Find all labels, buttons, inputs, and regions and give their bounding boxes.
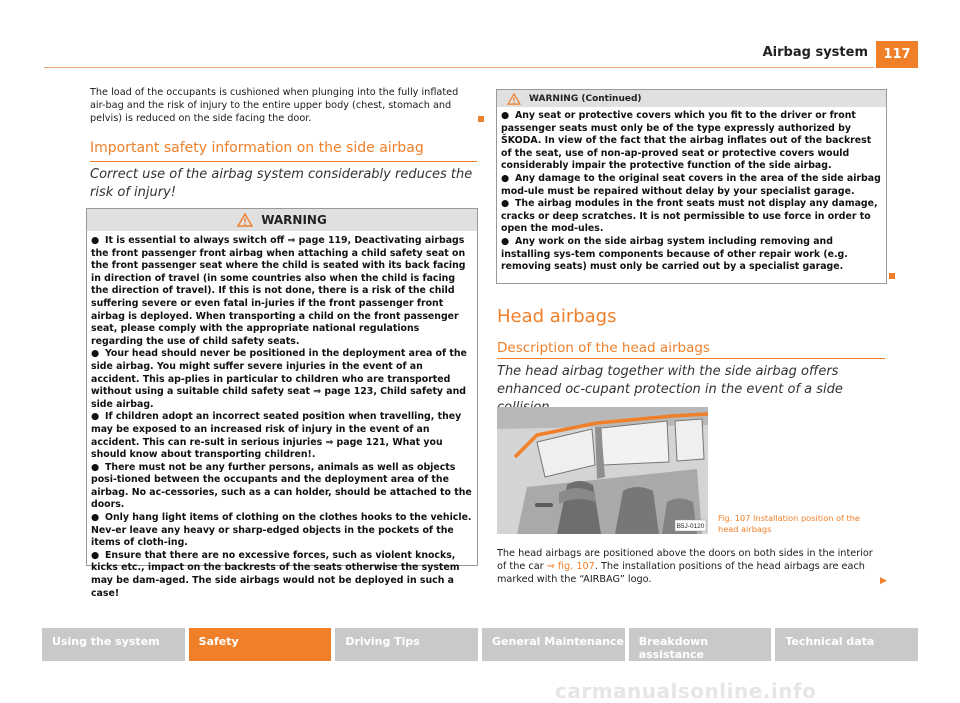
- bullet-icon: ●: [91, 411, 100, 423]
- head-airbags-title: Head airbags: [497, 306, 617, 327]
- bullet-icon: ●: [501, 172, 510, 184]
- warning-item: ● It is essential to always switch off ⇒ page 119, Deactivating airbags the front passenger front airbag when attaching a child safety seat on the front passenger seat where the child is seated with its back facing in direction of travel (in some countries also when the child is facing the direction of travel). If this is not done, there is a risk of the child suffering severe or even fatal in-juries if the front passenger front airbag is deployed. When transporting a child on the front passenger seat, please comply with the appropriate national regulations regarding the use of child safety seats.: [91, 235, 466, 347]
- chapter-tabs: [42, 628, 918, 661]
- bullet-icon: ●: [91, 549, 100, 561]
- bullet-icon: ●: [501, 235, 510, 247]
- head-airbags-lead: The head airbag together with the side airbag offers enhanced oc-cupant protection in the event of a side: [497, 364, 843, 397]
- figure-caption: Fig. 107 Installation position of the head airbags: [718, 513, 860, 534]
- header-divider: [44, 67, 874, 68]
- intro-paragraph: [90, 86, 474, 125]
- warning-item: ● If children adopt an incorrect seated position when travelling, they may be exposed to an increased risk of injury in the event of an accident. This can re-sult in serious injuries ⇒ page 121, What you should know about transporting children!.: [91, 411, 462, 461]
- warning-item: ● The airbag modules in the front seats must not display any damage, cracks or deep scratches. It is not permissible to use force in order to open the mod-ules.: [501, 198, 878, 235]
- section-end-marker: [478, 116, 484, 122]
- tab-technical-data[interactable]: Technical data: [775, 628, 918, 661]
- page-number: 117: [876, 41, 918, 68]
- tab-driving-tips[interactable]: Driving Tips: [335, 628, 478, 661]
- side-airbag-lead: Correct use of the airbag system considerably reduces the risk of injury!: [90, 167, 473, 200]
- bullet-icon: ●: [91, 348, 100, 360]
- warning-box: [86, 208, 478, 599]
- intro-text: The load of the occupants is cushioned when plunging into the fully inflated air-bag and the risk of injury to the entire upper body (chest, stomach and pelvis) is reduced on the side facing the door.: [90, 87, 459, 124]
- tab-breakdown-assistance[interactable]: Breakdown assistance: [629, 628, 772, 661]
- continue-arrow-icon: ▶: [880, 576, 887, 586]
- bullet-icon: ●: [501, 110, 510, 121]
- warning-continued-title: WARNING (Continued): [529, 93, 642, 104]
- figure-head-airbags-image: [497, 407, 708, 534]
- tab-using-the-system[interactable]: Using the system: [42, 628, 185, 661]
- warning-item: ● Any seat or protective covers which you fit to the driver or front passenger seats must only be of the type expressly authorized by ŠKODA. In view of the fact that the airbag inflates out of the backrest of the seat, use of non-ap-proved seat or protective covers would considerably impair the protective function of the side airbag.: [501, 110, 872, 172]
- warning-item: ● Any damage to the original seat covers in the area of the side airbag mod-ule must be repaired without delay by your specialist garage.: [501, 172, 881, 197]
- bullet-icon: ●: [91, 512, 100, 524]
- warning-title: WARNING: [261, 213, 327, 227]
- bullet-icon: ●: [501, 198, 510, 210]
- warning-body: [87, 231, 477, 604]
- warning-continued-body: [497, 107, 886, 278]
- car-interior-illustration: [497, 407, 708, 534]
- bullet-icon: ●: [91, 235, 100, 246]
- figure-code: B5J-0120: [676, 523, 705, 530]
- head-airbags-subheading: Description of the head airbags: [497, 340, 885, 359]
- watermark: carmanualsonline.info: [555, 679, 817, 703]
- tab-general-maintenance[interactable]: General Maintenance: [482, 628, 625, 661]
- warning-item: ● Only hang light items of clothing on the clothes hooks to the vehicle. Nev-er leave any heavy or sharp-edged objects in the pockets of the items of cloth-ing.: [91, 512, 472, 549]
- tab-safety[interactable]: Safety: [189, 628, 332, 661]
- warning-continued-header: [497, 90, 886, 107]
- warning-item: ● Ensure that there are no excessive forces, such as violent knocks, kicks etc., impact on the backrests of the seats otherwise the system may be dam-aged. The side airbags would not be deployed in such a case!: [91, 549, 460, 599]
- warning-triangle-icon: [507, 93, 521, 105]
- warning-item: ● There must not be any further persons, animals as well as objects posi-tioned between the occupants and the deployment area of the airbag. No ac-cessories, such as a can holder, should be attached to the doors.: [91, 461, 472, 511]
- bullet-icon: ●: [91, 461, 100, 473]
- side-airbag-safety-heading: Important safety information on the side airbag: [90, 140, 477, 162]
- figure-reference-link[interactable]: ⇒ fig. 107: [546, 561, 595, 572]
- section-end-marker: [889, 273, 895, 279]
- head-airbags-description: The head airbags are positioned above the doors on both sides in the interior of the car ⇒ fig. 107. The installation positions of the head airbags are each marked with the “AIRBAG” logo.: [497, 548, 873, 585]
- warning-triangle-icon: [237, 213, 253, 227]
- page-header-title: Airbag system: [762, 45, 868, 60]
- warning-item: ● Any work on the side airbag system including removing and installing sys-tem components because of other repair work (e.g. removing seats) must only be carried out by a specialist garage.: [501, 235, 848, 273]
- warning-continued-box: [496, 89, 887, 284]
- warning-header: [87, 209, 477, 231]
- warning-item: ● Your head should never be positioned in the deployment area of the side airbag. You might suffer severe injuries in the event of an accident. This ap-plies in particular to children who are transported without using a suitable child safety seat ⇒ page 123, Child safety and side airbag.: [91, 348, 467, 410]
